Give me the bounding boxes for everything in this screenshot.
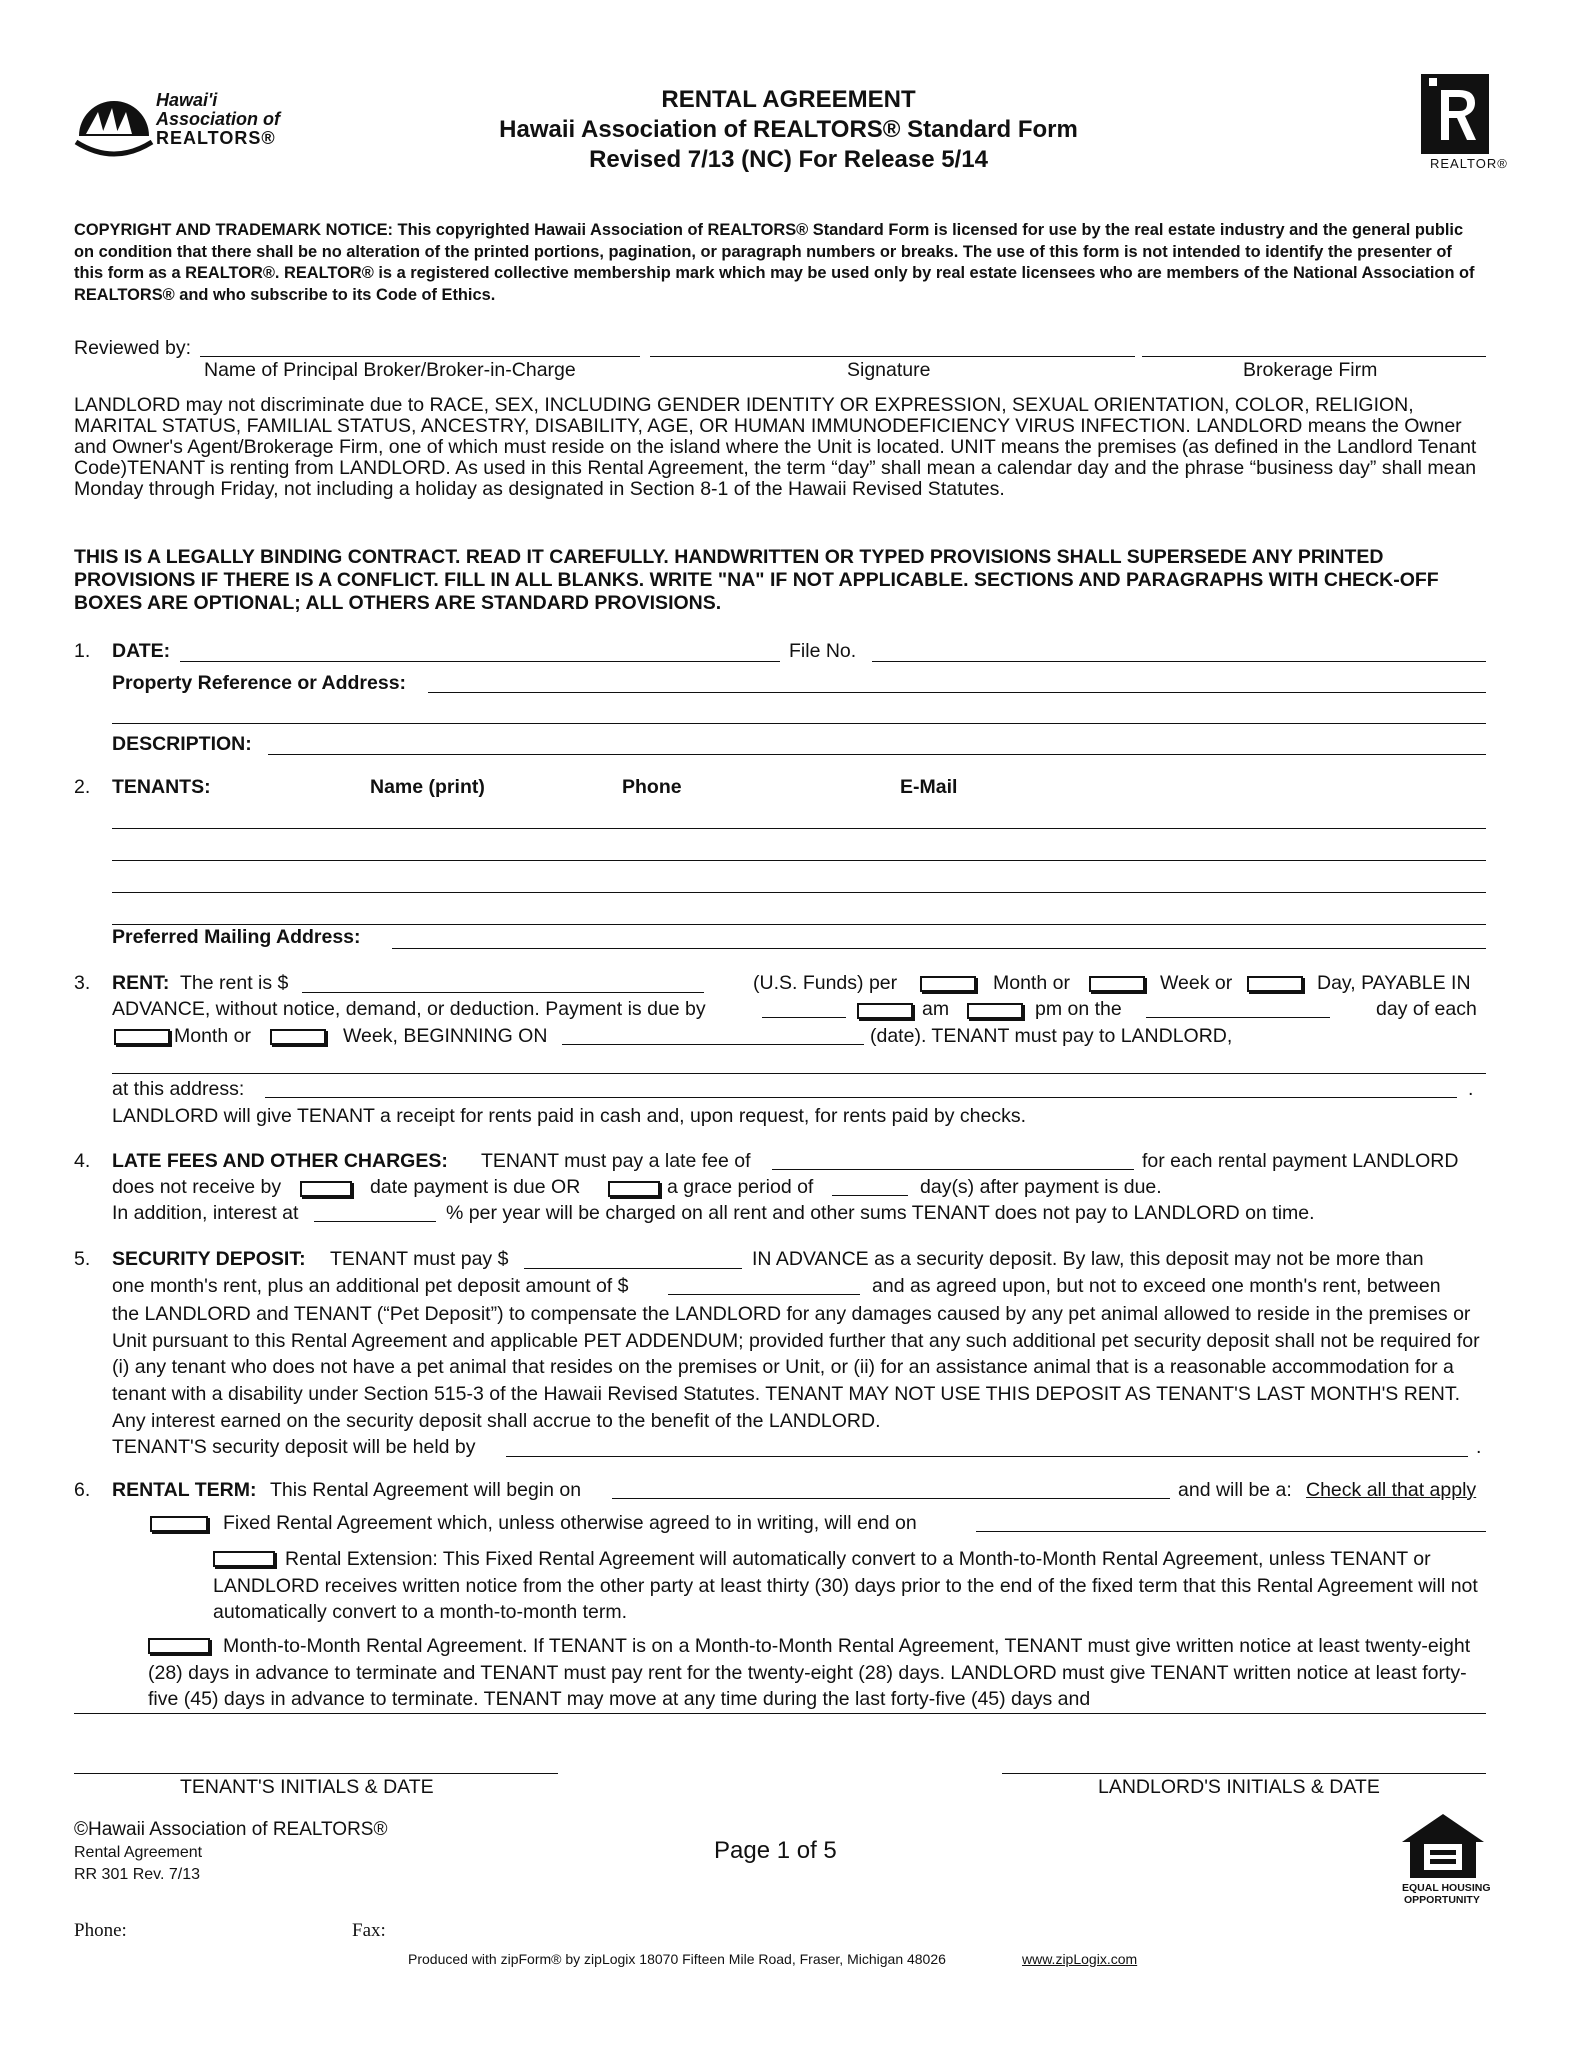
rent-amount-field[interactable] — [302, 992, 704, 993]
mailing-address-field[interactable] — [392, 948, 1486, 949]
reviewed-by-label: Reviewed by: — [74, 337, 192, 359]
late-fees-text-7: In addition, interest at — [112, 1202, 299, 1224]
late-fees-label: LATE FEES AND OTHER CHARGES: — [112, 1150, 448, 1172]
description-label: DESCRIPTION: — [112, 733, 252, 755]
page-number: Page 1 of 5 — [714, 1837, 837, 1864]
grace-days-field[interactable] — [832, 1195, 908, 1196]
security-text-5: TENANT'S security deposit will be held by — [112, 1436, 476, 1458]
month-to-month-body: Month-to-Month Rental Agreement. If TENANT is on a Month-to-Month Rental Agreement, TENANT must give written notice at least twenty-eight (28) days in advance to terminate and TENANT must pay rent for the twenty-eight (28) days. LANDLORD must give TENANT written notice at least forty-five (45) days in advance to terminate. TENANT may move at any time during the last forty-five (45) days and — [148, 1635, 1471, 1711]
late-fees-text-4: date payment is due OR — [370, 1176, 581, 1198]
section-2-number: 2. — [74, 776, 91, 798]
intro-paragraph: LANDLORD may not discriminate due to RACE, SEX, INCLUDING GENDER IDENTITY OR EXPRESSION, SEXUAL ORIENTATION, COLOR, RELIGION, MARITAL STATUS, FAMILIAL STATUS, ANCESTRY, DISABILITY, AGE, OR HUMAN IMMUNODEFICIENCY VIRUS INFECTION. LANDLORD means the Owner and Owner's Agent/Brokerage Firm, one of which must reside on the island where the Unit is located. UNIT means the premises (as defined in the Landlord Tenant Code)TENANT is renting from LANDLORD. As used in this Rental Agreement, the term “day” shall mean a calendar day and the phrase “business day” shall mean Monday through Friday, not including a holiday as designated in Section 8-1 of the Hawaii Revised Statutes. — [74, 394, 1477, 500]
late-fees-text-6: day(s) after payment is due. — [920, 1176, 1162, 1198]
file-no-label: File No. — [789, 640, 857, 662]
pm-checkbox[interactable] — [967, 1003, 1023, 1019]
date-field[interactable] — [180, 661, 780, 662]
phone-label: Phone: — [74, 1920, 127, 1941]
file-no-field[interactable] — [872, 661, 1486, 662]
grace-period-checkbox[interactable] — [608, 1181, 660, 1197]
beginning-month-checkbox[interactable] — [114, 1029, 170, 1045]
description-field[interactable] — [268, 754, 1486, 755]
rent-text-2: (U.S. Funds) per — [753, 972, 898, 994]
broker-name-caption: Name of Principal Broker/Broker-in-Charge — [204, 359, 576, 381]
fax-label: Fax: — [352, 1920, 386, 1941]
realtor-r-icon — [1421, 74, 1489, 154]
phone-column-header: Phone — [622, 776, 682, 798]
rent-text-7: am — [922, 998, 950, 1020]
rent-label: RENT: — [112, 972, 170, 994]
signature-caption: Signature — [847, 359, 931, 381]
ziplogix-link[interactable]: www.zipLogix.com — [1022, 1951, 1138, 1967]
footer-form-revision: RR 301 Rev. 7/13 — [74, 1866, 200, 1883]
beginning-date-field[interactable] — [562, 1044, 864, 1045]
pet-deposit-field[interactable] — [668, 1294, 860, 1295]
form-title: RENTAL AGREEMENT — [661, 86, 916, 113]
rental-extension-body: Rental Extension: This Fixed Rental Agreement will automatically convert to a Month-to-Month Rental Agreement, unless TENANT or LANDLORD receives written notice from the other party at least thirty (30) days prior to the end of the fixed term that this Rental Agreement will not automatically convert to a month-to-month term. — [213, 1548, 1478, 1624]
realtor-label: REALTOR® — [1430, 156, 1508, 171]
rent-text-5: Day, PAYABLE IN — [1317, 972, 1471, 994]
form-subtitle: Hawaii Association of REALTORS® Standard Form — [499, 116, 1078, 143]
landlord-address-field-1[interactable] — [112, 1073, 1486, 1074]
rent-text-3: Month or — [993, 972, 1070, 994]
late-fees-text-8: % per year will be charged on all rent and other sums TENANT does not pay to LANDLORD on time. — [446, 1202, 1315, 1224]
broker-name-field[interactable] — [200, 356, 640, 357]
eho-line-1: EQUAL HOUSING — [1402, 1882, 1491, 1894]
tenant-initials-field[interactable] — [74, 1773, 558, 1774]
landlord-initials-field[interactable] — [1002, 1773, 1486, 1774]
security-text-6: . — [1476, 1436, 1482, 1458]
rent-text-11: Week, BEGINNING ON — [343, 1025, 548, 1047]
binding-contract-notice: THIS IS A LEGALLY BINDING CONTRACT. READ IT CAREFULLY. HANDWRITTEN OR TYPED PROVISIONS SHALL SUPERSEDE ANY PRINTED PROVISIONS IF THERE IS A CONFLICT. FILL IN ALL BLANKS. WRITE "NA" IF NOT APPLICABLE. SECTIONS AND PARAGRAPHS WITH CHECK-OFF BOXES ARE OPTIONAL; ALL OTHERS ARE STANDARD PROVISIONS. — [74, 546, 1439, 614]
security-text-3: one month's rent, plus an additional pet deposit amount of $ — [112, 1275, 629, 1297]
equal-housing-icon — [1400, 1812, 1486, 1880]
signature-field[interactable] — [650, 356, 1135, 357]
term-start-field[interactable] — [612, 1498, 1170, 1499]
due-date-checkbox[interactable] — [300, 1181, 352, 1197]
tenant-row-4[interactable] — [112, 924, 1486, 925]
security-deposit-field[interactable] — [524, 1268, 742, 1269]
rent-text-1: The rent is $ — [180, 972, 289, 994]
rent-text-10: Month or — [174, 1025, 251, 1047]
logo-line-2: Association of — [156, 109, 281, 129]
property-address-field-2[interactable] — [112, 723, 1486, 724]
logo-line-3: REALTORS® — [156, 128, 276, 148]
realtor-mark — [1400, 74, 1510, 174]
section-divider — [74, 1713, 1486, 1714]
per-day-checkbox[interactable] — [1247, 976, 1303, 992]
rent-text-8: pm on the — [1035, 998, 1122, 1020]
section-6-number: 6. — [74, 1479, 91, 1501]
rent-text-12: (date). TENANT must pay to LANDLORD, — [870, 1025, 1233, 1047]
security-deposit-label: SECURITY DEPOSIT: — [112, 1248, 306, 1270]
mailing-address-label: Preferred Mailing Address: — [112, 926, 361, 948]
per-week-checkbox[interactable] — [1089, 976, 1145, 992]
form-revision: Revised 7/13 (NC) For Release 5/14 — [589, 146, 988, 173]
late-fee-field[interactable] — [772, 1169, 1134, 1170]
month-to-month-text — [148, 1633, 1484, 1713]
landlord-initials-label: LANDLORD'S INITIALS & DATE — [1098, 1776, 1380, 1798]
rental-term-text-2: and will be a: — [1178, 1479, 1292, 1501]
landlord-address-field-2[interactable] — [265, 1097, 1457, 1098]
logo-line-1: Hawai'i — [156, 90, 218, 110]
late-fees-text-1: TENANT must pay a late fee of — [481, 1150, 751, 1172]
late-fees-text-5: a grace period of — [667, 1176, 814, 1198]
interest-rate-field[interactable] — [314, 1221, 436, 1222]
property-address-field[interactable] — [428, 692, 1486, 693]
fixed-end-date-field[interactable] — [976, 1531, 1486, 1532]
name-column-header: Name (print) — [370, 776, 485, 798]
fixed-agreement-checkbox[interactable] — [150, 1516, 208, 1532]
check-all-that-apply: Check all that apply — [1306, 1479, 1477, 1501]
security-text-1: TENANT must pay $ — [330, 1248, 509, 1270]
property-address-label: Property Reference or Address: — [112, 672, 407, 694]
brokerage-firm-field[interactable] — [1142, 356, 1486, 357]
tenants-label: TENANTS: — [112, 776, 211, 798]
security-body: the LANDLORD and TENANT (“Pet Deposit”) to compensate the LANDLORD for any damages caused by any pet animal allowed to reside in the premises or Unit pursuant to this Rental Agreement and applicable PET ADDENDUM; provided further that any such additional pet security deposit shall not be required for (i) any tenant who does not have a pet animal that resides on the premises or Unit, or (ii) for an assistance animal that is a reasonable accommodation for a tenant with a disability under Section 515-3 of the Hawaii Revised Statutes. TENANT MAY NOT USE THIS DEPOSIT AS TENANT'S LAST MONTH'S RENT. Any interest earned on the security deposit shall accrue to the benefit of the LANDLORD. — [112, 1303, 1480, 1432]
rent-text-4: Week or — [1160, 972, 1233, 994]
rental-term-label: RENTAL TERM: — [112, 1479, 257, 1501]
late-fees-text-3: does not receive by — [112, 1176, 282, 1198]
date-label: DATE: — [112, 640, 171, 662]
tenant-row-3[interactable] — [112, 892, 1486, 893]
beginning-week-checkbox[interactable] — [270, 1029, 326, 1045]
rent-text-9: day of each — [1376, 998, 1477, 1020]
copyright-notice: COPYRIGHT AND TRADEMARK NOTICE: This copyrighted Hawaii Association of REALTORS® Standard Form is licensed for use by the real estate industry and the general public on condition that there shall be no alteration of the printed portions, pagination, or paragraph numbers or breaks. The use of this form is not intended to identify the presenter of this form as a REALTOR®. REALTOR® is a registered collective membership mark which may be used only by real estate licensees who are members of the National Association of REALTORS® and who subscribe to its Code of Ethics. — [74, 221, 1475, 304]
tenant-initials-label: TENANT'S INITIALS & DATE — [180, 1776, 434, 1798]
section-1-number: 1. — [74, 640, 91, 662]
am-checkbox[interactable] — [857, 1003, 913, 1019]
fixed-agreement-text: Fixed Rental Agreement which, unless otherwise agreed to in writing, will end on — [223, 1512, 917, 1534]
footer-copyright: ©Hawaii Association of REALTORS® — [74, 1819, 388, 1840]
section-3-number: 3. — [74, 972, 91, 994]
rent-text-14: . — [1468, 1078, 1474, 1100]
payment-day-field[interactable] — [1146, 1017, 1330, 1018]
payment-due-time-field[interactable] — [762, 1017, 846, 1018]
rent-text-6: ADVANCE, without notice, demand, or deduction. Payment is due by — [112, 998, 706, 1020]
section-4-number: 4. — [74, 1150, 91, 1172]
tenant-row-2[interactable] — [112, 860, 1486, 861]
per-month-checkbox[interactable] — [920, 976, 976, 992]
rent-text-15: LANDLORD will give TENANT a receipt for rents paid in cash and, upon request, for rents paid by checks. — [112, 1105, 1027, 1127]
tenant-row-1[interactable] — [112, 828, 1486, 829]
produced-by-text: Produced with zipForm® by zipLogix 18070 Fifteen Mile Road, Fraser, Michigan 48026 — [408, 1951, 946, 1967]
security-text-4: and as agreed upon, but not to exceed one month's rent, between — [872, 1275, 1441, 1297]
deposit-holder-field[interactable] — [506, 1456, 1468, 1457]
security-text-2: IN ADVANCE as a security deposit. By law, this deposit may not be more than — [752, 1248, 1424, 1270]
email-column-header: E-Mail — [900, 776, 958, 798]
rental-term-text-1: This Rental Agreement will begin on — [270, 1479, 582, 1501]
section-5-number: 5. — [74, 1248, 91, 1270]
rental-extension-text — [213, 1546, 1483, 1626]
eho-line-2: OPPORTUNITY — [1404, 1894, 1480, 1906]
footer-form-name: Rental Agreement — [74, 1844, 203, 1861]
rent-text-13: at this address: — [112, 1078, 245, 1100]
brokerage-firm-caption: Brokerage Firm — [1243, 359, 1378, 381]
late-fees-text-2: for each rental payment LANDLORD — [1142, 1150, 1459, 1172]
equal-housing-logo — [1398, 1812, 1491, 1912]
